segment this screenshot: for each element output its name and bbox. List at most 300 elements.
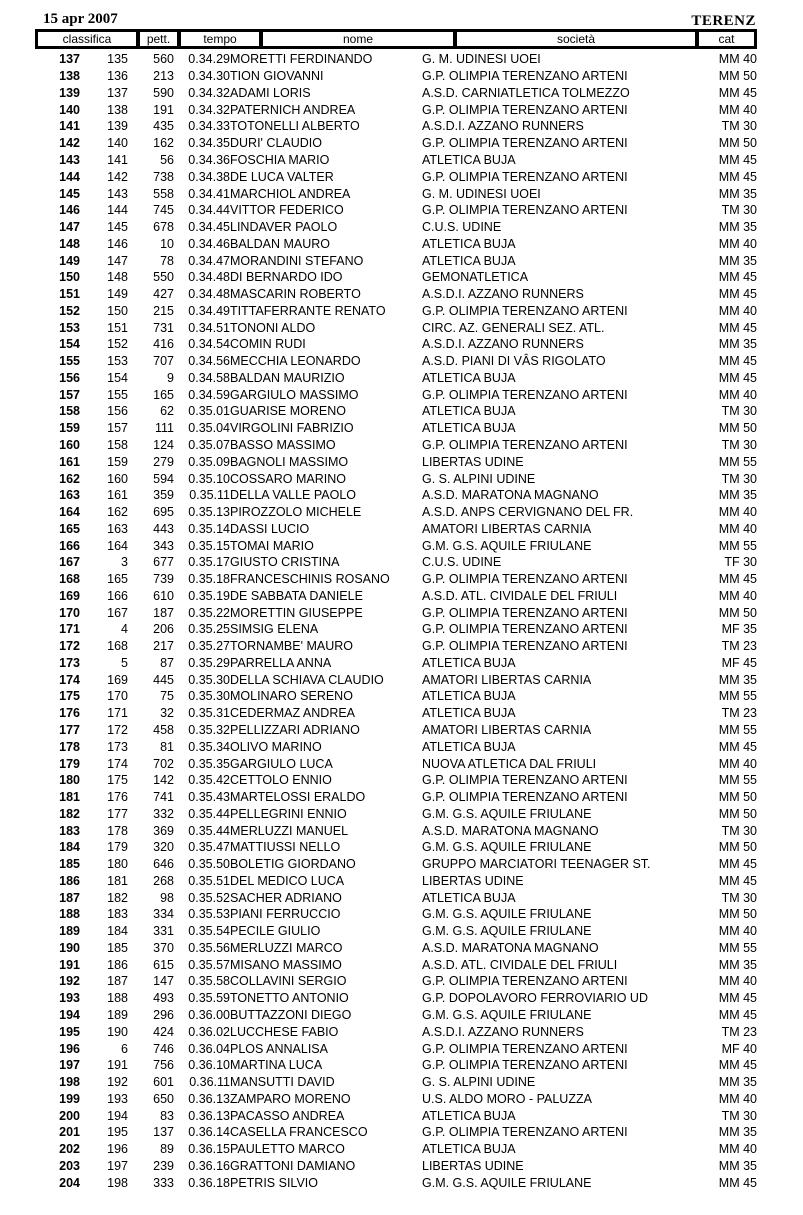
- club-name: G.P. OLIMPIA TERENZANO ARTENI: [422, 773, 628, 788]
- rank-category: 170: [107, 689, 128, 704]
- athlete-name: TION GIOVANNI: [230, 69, 324, 84]
- finish-time: 0.35.34: [188, 739, 230, 754]
- rank-overall: 187: [59, 890, 80, 905]
- table-row: [35, 906, 757, 923]
- rank-overall: 196: [59, 1041, 80, 1056]
- bib-number: 215: [153, 303, 174, 318]
- club-name: G.P. DOPOLAVORO FERROVIARIO UD: [422, 991, 648, 1006]
- finish-time: 0.34.48: [188, 287, 230, 302]
- athlete-name: PLOS ANNALISA: [230, 1041, 328, 1056]
- rank-overall: 160: [59, 437, 80, 452]
- table-row: [35, 235, 757, 252]
- rank-category: 6: [121, 1041, 128, 1056]
- bib-number: 445: [153, 672, 174, 687]
- rank-overall: 177: [59, 723, 80, 737]
- finish-time: 0.35.43: [188, 790, 230, 805]
- rank-category: 145: [107, 220, 128, 235]
- rank-overall: 173: [59, 655, 80, 670]
- category: TM 30: [721, 471, 757, 486]
- finish-time: 0.35.30: [188, 689, 230, 704]
- rank-category: 166: [107, 588, 128, 603]
- club-name: G.M. G.S. AQUILE FRIULANE: [422, 1008, 592, 1023]
- bib-number: 98: [160, 890, 174, 905]
- club-name: A.S.D. ATL. CIVIDALE DEL FRIULI: [422, 957, 618, 972]
- table-row: [35, 302, 757, 319]
- finish-time: 0.35.54: [188, 924, 230, 939]
- club-name: G.P. OLIMPIA TERENZANO ARTENI: [422, 203, 628, 218]
- category: MM 40: [718, 974, 757, 989]
- bib-number: 745: [153, 203, 174, 218]
- athlete-name: PELLIZZARI ADRIANO: [230, 723, 360, 737]
- athlete-name: LINDAVER PAOLO: [230, 220, 338, 235]
- rank-category: 156: [107, 404, 128, 419]
- rank-category: 3: [121, 555, 128, 570]
- athlete-name: BALDAN MAURO: [230, 236, 331, 251]
- table-row: [35, 252, 757, 269]
- rank-overall: 189: [59, 924, 80, 939]
- rank-overall: 141: [59, 119, 80, 134]
- category: MM 40: [718, 588, 757, 603]
- finish-time: 0.35.30: [188, 672, 230, 687]
- category: MM 45: [718, 152, 757, 167]
- col-header-tempo: tempo: [181, 32, 259, 46]
- rank-category: 171: [107, 706, 128, 721]
- rank-overall: 203: [59, 1158, 80, 1173]
- club-name: LIBERTAS UDINE: [422, 1158, 524, 1173]
- category: MM 35: [718, 1075, 757, 1090]
- rank-overall: 193: [59, 991, 80, 1006]
- rank-overall: 149: [59, 253, 80, 268]
- finish-time: 0.36.16: [188, 1158, 230, 1173]
- bib-number: 9: [167, 370, 174, 385]
- category: MM 50: [718, 790, 757, 805]
- table-row: [35, 772, 757, 789]
- club-name: ATLETICA BUJA: [422, 370, 516, 385]
- club-name: G.M. G.S. AQUILE FRIULANE: [422, 1175, 592, 1190]
- athlete-name: VIRGOLINI FABRIZIO: [230, 421, 354, 436]
- bib-number: 296: [153, 1008, 174, 1023]
- rank-overall: 156: [59, 370, 80, 385]
- bib-number: 707: [153, 354, 174, 369]
- bib-number: 213: [153, 69, 174, 84]
- rank-category: 158: [107, 437, 128, 452]
- rank-overall: 180: [59, 773, 80, 788]
- bib-number: 424: [153, 1024, 174, 1039]
- table-row: [35, 789, 757, 806]
- finish-time: 0.35.11: [189, 488, 230, 503]
- rank-category: 157: [107, 421, 128, 436]
- category: MM 35: [718, 488, 757, 503]
- rank-category: 151: [107, 320, 128, 335]
- bib-number: 268: [153, 873, 174, 888]
- rank-overall: 198: [59, 1075, 80, 1090]
- col-header-pett: pett.: [140, 32, 177, 46]
- rank-overall: 151: [59, 287, 80, 302]
- athlete-name: CETTOLO ENNIO: [230, 773, 332, 788]
- bib-number: 142: [153, 773, 174, 788]
- table-row: [35, 219, 757, 236]
- club-name: G.M. G.S. AQUILE FRIULANE: [422, 907, 592, 922]
- club-name: G.P. OLIMPIA TERENZANO ARTENI: [422, 605, 628, 620]
- club-name: G. M. UDINESI UOEI: [422, 52, 541, 67]
- club-name: A.S.D.I. AZZANO RUNNERS: [422, 1024, 584, 1039]
- table-row: [35, 554, 757, 571]
- athlete-name: VITTOR FEDERICO: [230, 203, 344, 218]
- column-header-bar: [35, 29, 757, 49]
- club-name: A.S.D. ATL. CIVIDALE DEL FRIULI: [422, 588, 618, 603]
- finish-time: 0.35.42: [188, 773, 230, 788]
- table-row: [35, 822, 757, 839]
- category: MM 40: [718, 1142, 757, 1157]
- table-row: [35, 688, 757, 705]
- bib-number: 739: [153, 572, 174, 587]
- athlete-name: PAULETTO MARCO: [230, 1142, 345, 1157]
- athlete-name: MERLUZZI MANUEL: [230, 823, 349, 838]
- finish-time: 0.35.09: [188, 454, 230, 469]
- table-row: [35, 588, 757, 605]
- finish-time: 0.36.04: [188, 1041, 230, 1056]
- col-header-classifica: classifica: [38, 32, 136, 46]
- table-row: [35, 1023, 757, 1040]
- athlete-name: CASELLA FRANCESCO: [230, 1125, 368, 1140]
- athlete-name: TORNAMBE' MAURO: [230, 639, 353, 654]
- category: MM 35: [718, 220, 757, 235]
- category: MM 55: [718, 454, 757, 469]
- bib-number: 187: [153, 605, 174, 620]
- rank-category: 140: [107, 136, 128, 151]
- rank-category: 4: [121, 622, 128, 637]
- finish-time: 0.34.45: [188, 220, 230, 235]
- category: MM 50: [718, 136, 757, 151]
- rank-overall: 140: [59, 102, 80, 117]
- finish-time: 0.36.13: [188, 1108, 230, 1123]
- category: MM 40: [718, 756, 757, 771]
- rank-overall: 186: [59, 873, 80, 888]
- athlete-name: COMIN RUDI: [230, 337, 306, 352]
- club-name: ATLETICA BUJA: [422, 890, 516, 905]
- athlete-name: MARCHIOL ANDREA: [230, 186, 351, 201]
- athlete-name: GARGIULO MASSIMO: [230, 387, 359, 402]
- rank-category: 144: [107, 203, 128, 218]
- rank-overall: 165: [59, 521, 80, 536]
- rank-overall: 155: [59, 354, 80, 369]
- bib-number: 695: [153, 505, 174, 520]
- rank-overall: 157: [59, 387, 80, 402]
- club-name: CIRC. AZ. GENERALI SEZ. ATL.: [422, 320, 605, 335]
- category: MM 50: [718, 840, 757, 855]
- table-row: [35, 604, 757, 621]
- rank-overall: 183: [59, 823, 80, 838]
- club-name: ATLETICA BUJA: [422, 404, 516, 419]
- athlete-name: MORETTI FERDINANDO: [230, 52, 373, 67]
- athlete-name: GIUSTO CRISTINA: [230, 555, 340, 570]
- rank-overall: 164: [59, 505, 80, 520]
- finish-time: 0.36.14: [188, 1125, 230, 1140]
- category: MM 40: [718, 505, 757, 520]
- club-name: ATLETICA BUJA: [422, 655, 516, 670]
- rank-overall: 169: [59, 588, 80, 603]
- club-name: AMATORI LIBERTAS CARNIA: [422, 521, 592, 536]
- athlete-name: COSSARO MARINO: [230, 471, 346, 486]
- rank-category: 154: [107, 370, 128, 385]
- category: MM 35: [718, 253, 757, 268]
- category: TM 30: [721, 404, 757, 419]
- athlete-name: BAGNOLI MASSIMO: [230, 454, 349, 469]
- bib-number: 279: [153, 454, 174, 469]
- finish-time: 0.34.54: [188, 337, 230, 352]
- club-name: A.S.D.I. AZZANO RUNNERS: [422, 287, 584, 302]
- category: MM 45: [718, 270, 757, 285]
- finish-time: 0.34.59: [188, 387, 230, 402]
- athlete-name: MOLINARO SERENO: [230, 689, 353, 704]
- finish-time: 0.35.44: [188, 806, 230, 821]
- rank-overall: 195: [59, 1024, 80, 1039]
- finish-time: 0.36.18: [188, 1175, 230, 1190]
- athlete-name: CEDERMAZ ANDREA: [230, 706, 356, 721]
- rank-category: 165: [107, 572, 128, 587]
- athlete-name: MORANDINI STEFANO: [230, 253, 364, 268]
- finish-time: 0.34.33: [188, 119, 230, 134]
- bib-number: 87: [160, 655, 174, 670]
- athlete-name: DELLA SCHIAVA CLAUDIO: [230, 672, 384, 687]
- athlete-name: PETRIS SILVIO: [230, 1175, 318, 1190]
- category: MM 45: [718, 1175, 757, 1190]
- page-header: [43, 11, 756, 29]
- bib-number: 191: [153, 102, 174, 117]
- bib-number: 217: [153, 639, 174, 654]
- club-name: G.P. OLIMPIA TERENZANO ARTENI: [422, 974, 628, 989]
- rank-overall: 168: [59, 572, 80, 587]
- rank-category: 198: [107, 1175, 128, 1190]
- rank-overall: 188: [59, 907, 80, 922]
- rank-category: 150: [107, 303, 128, 318]
- category: MM 55: [718, 773, 757, 788]
- bib-number: 646: [153, 857, 174, 872]
- athlete-name: MASCARIN ROBERTO: [230, 287, 361, 302]
- athlete-name: MARTELOSSI ERALDO: [230, 790, 366, 805]
- rank-overall: 202: [59, 1142, 80, 1157]
- bib-number: 10: [160, 236, 174, 251]
- rank-overall: 190: [59, 940, 80, 955]
- bib-number: 550: [153, 270, 174, 285]
- athlete-name: GUARISE MORENO: [230, 404, 346, 419]
- athlete-name: TOMAI MARIO: [230, 538, 314, 553]
- athlete-name: DE SABBATA DANIELE: [230, 588, 363, 603]
- table-row: [35, 353, 757, 370]
- rank-overall: 192: [59, 974, 80, 989]
- club-name: G.P. OLIMPIA TERENZANO ARTENI: [422, 136, 628, 151]
- table-row: [35, 571, 757, 588]
- category: MM 40: [718, 102, 757, 117]
- table-row: [35, 856, 757, 873]
- club-name: A.S.D. MARATONA MAGNANO: [422, 488, 599, 503]
- athlete-name: TITTAFERRANTE RENATO: [230, 303, 386, 318]
- rank-category: 188: [107, 991, 128, 1006]
- bib-number: 81: [160, 739, 174, 754]
- category: TM 30: [721, 437, 757, 452]
- category: MM 40: [718, 303, 757, 318]
- category: MM 55: [718, 723, 757, 737]
- table-row: [35, 638, 757, 655]
- bib-number: 746: [153, 1041, 174, 1056]
- finish-time: 0.34.51: [188, 320, 230, 335]
- bib-number: 78: [160, 253, 174, 268]
- rank-category: 175: [107, 773, 128, 788]
- finish-time: 0.34.36: [188, 152, 230, 167]
- athlete-name: TOTONELLI ALBERTO: [230, 119, 360, 134]
- rank-category: 190: [107, 1024, 128, 1039]
- table-row: [35, 504, 757, 521]
- rank-category: 135: [107, 52, 128, 67]
- table-row: [35, 202, 757, 219]
- club-name: G.M. G.S. AQUILE FRIULANE: [422, 806, 592, 821]
- club-name: G.M. G.S. AQUILE FRIULANE: [422, 840, 592, 855]
- rank-overall: 197: [59, 1058, 80, 1073]
- rank-category: 169: [107, 672, 128, 687]
- rank-overall: 178: [59, 739, 80, 754]
- rank-category: 160: [107, 471, 128, 486]
- athlete-name: PELLEGRINI ENNIO: [230, 806, 347, 821]
- rank-overall: 163: [59, 488, 80, 503]
- club-name: G.M. G.S. AQUILE FRIULANE: [422, 538, 592, 553]
- category: TM 23: [721, 639, 757, 654]
- rank-category: 146: [107, 236, 128, 251]
- rank-overall: 146: [59, 203, 80, 218]
- bib-number: 124: [153, 437, 174, 452]
- finish-time: 0.35.35: [188, 756, 230, 771]
- club-name: G.P. OLIMPIA TERENZANO ARTENI: [422, 169, 628, 184]
- athlete-name: DI BERNARDO IDO: [230, 270, 343, 285]
- athlete-name: BOLETIG GIORDANO: [230, 857, 356, 872]
- rank-category: 163: [107, 521, 128, 536]
- rank-category: 192: [107, 1075, 128, 1090]
- rank-category: 187: [107, 974, 128, 989]
- bib-number: 650: [153, 1091, 174, 1106]
- rank-category: 152: [107, 337, 128, 352]
- table-row: [35, 152, 757, 169]
- category: MM 55: [718, 538, 757, 553]
- finish-time: 0.35.31: [188, 706, 230, 721]
- club-name: ATLETICA BUJA: [422, 152, 516, 167]
- bib-number: 331: [153, 924, 174, 939]
- rank-category: 195: [107, 1125, 128, 1140]
- rank-category: 186: [107, 957, 128, 972]
- bib-number: 558: [153, 186, 174, 201]
- table-row: [35, 101, 757, 118]
- table-row: [35, 118, 757, 135]
- table-row: [35, 738, 757, 755]
- finish-time: 0.35.13: [188, 505, 230, 520]
- finish-time: 0.34.58: [188, 370, 230, 385]
- rank-category: 181: [107, 873, 128, 888]
- finish-time: 0.34.56: [188, 354, 230, 369]
- finish-time: 0.35.32: [188, 723, 230, 737]
- bib-number: 615: [153, 957, 174, 972]
- bib-number: 590: [153, 85, 174, 100]
- rank-category: 142: [107, 169, 128, 184]
- table-row: [35, 370, 757, 387]
- bib-number: 83: [160, 1108, 174, 1123]
- rank-category: 183: [107, 907, 128, 922]
- category: MM 35: [718, 1158, 757, 1173]
- bib-number: 32: [160, 706, 174, 721]
- rank-overall: 161: [59, 454, 80, 469]
- rank-category: 185: [107, 940, 128, 955]
- category: MM 40: [718, 236, 757, 251]
- category: TF 30: [724, 555, 757, 570]
- rank-category: 193: [107, 1091, 128, 1106]
- table-row: [35, 386, 757, 403]
- rank-overall: 171: [59, 622, 80, 637]
- table-row: [35, 85, 757, 102]
- rank-overall: 175: [59, 689, 80, 704]
- athlete-name: PECILE GIULIO: [230, 924, 321, 939]
- finish-time: 0.35.15: [188, 538, 230, 553]
- table-row: [35, 403, 757, 420]
- bib-number: 239: [153, 1158, 174, 1173]
- category: TM 30: [721, 823, 757, 838]
- rank-overall: 204: [59, 1175, 80, 1190]
- club-name: G.P. OLIMPIA TERENZANO ARTENI: [422, 69, 628, 84]
- finish-time: 0.34.35: [188, 136, 230, 151]
- rank-category: 136: [107, 69, 128, 84]
- finish-time: 0.35.50: [188, 857, 230, 872]
- finish-time: 0.35.51: [188, 873, 230, 888]
- finish-time: 0.36.11: [189, 1075, 230, 1090]
- finish-time: 0.35.58: [188, 974, 230, 989]
- results-table: [35, 51, 757, 1191]
- category: MM 40: [718, 924, 757, 939]
- club-name: G.P. OLIMPIA TERENZANO ARTENI: [422, 303, 628, 318]
- finish-time: 0.35.01: [188, 404, 230, 419]
- rank-category: 143: [107, 186, 128, 201]
- finish-time: 0.34.38: [188, 169, 230, 184]
- rank-category: 178: [107, 823, 128, 838]
- athlete-name: SACHER ADRIANO: [230, 890, 342, 905]
- col-header-societa: società: [457, 32, 695, 46]
- club-name: C.U.S. UDINE: [422, 555, 502, 570]
- rank-category: 174: [107, 756, 128, 771]
- table-row: [35, 537, 757, 554]
- club-name: C.U.S. UDINE: [422, 220, 502, 235]
- rank-overall: 139: [59, 85, 80, 100]
- bib-number: 75: [160, 689, 174, 704]
- club-name: ATLETICA BUJA: [422, 689, 516, 704]
- club-name: ATLETICA BUJA: [422, 1108, 516, 1123]
- athlete-name: BALDAN MAURIZIO: [230, 370, 345, 385]
- rank-overall: 172: [59, 639, 80, 654]
- bib-number: 601: [153, 1075, 174, 1090]
- rank-category: 147: [107, 253, 128, 268]
- rank-category: 180: [107, 857, 128, 872]
- athlete-name: DELLA VALLE PAOLO: [230, 488, 356, 503]
- club-name: G.P. OLIMPIA TERENZANO ARTENI: [422, 639, 628, 654]
- rank-overall: 185: [59, 857, 80, 872]
- table-row: [35, 805, 757, 822]
- athlete-name: BASSO MASSIMO: [230, 437, 336, 452]
- category: MM 45: [718, 169, 757, 184]
- rank-overall: 142: [59, 136, 80, 151]
- category: MM 45: [718, 572, 757, 587]
- club-name: A.S.D.I. AZZANO RUNNERS: [422, 119, 584, 134]
- rank-category: 159: [107, 454, 128, 469]
- athlete-name: DURI' CLAUDIO: [230, 136, 322, 151]
- finish-time: 0.35.47: [188, 840, 230, 855]
- bib-number: 343: [153, 538, 174, 553]
- bib-number: 677: [153, 555, 174, 570]
- rank-overall: 181: [59, 790, 80, 805]
- bib-number: 334: [153, 907, 174, 922]
